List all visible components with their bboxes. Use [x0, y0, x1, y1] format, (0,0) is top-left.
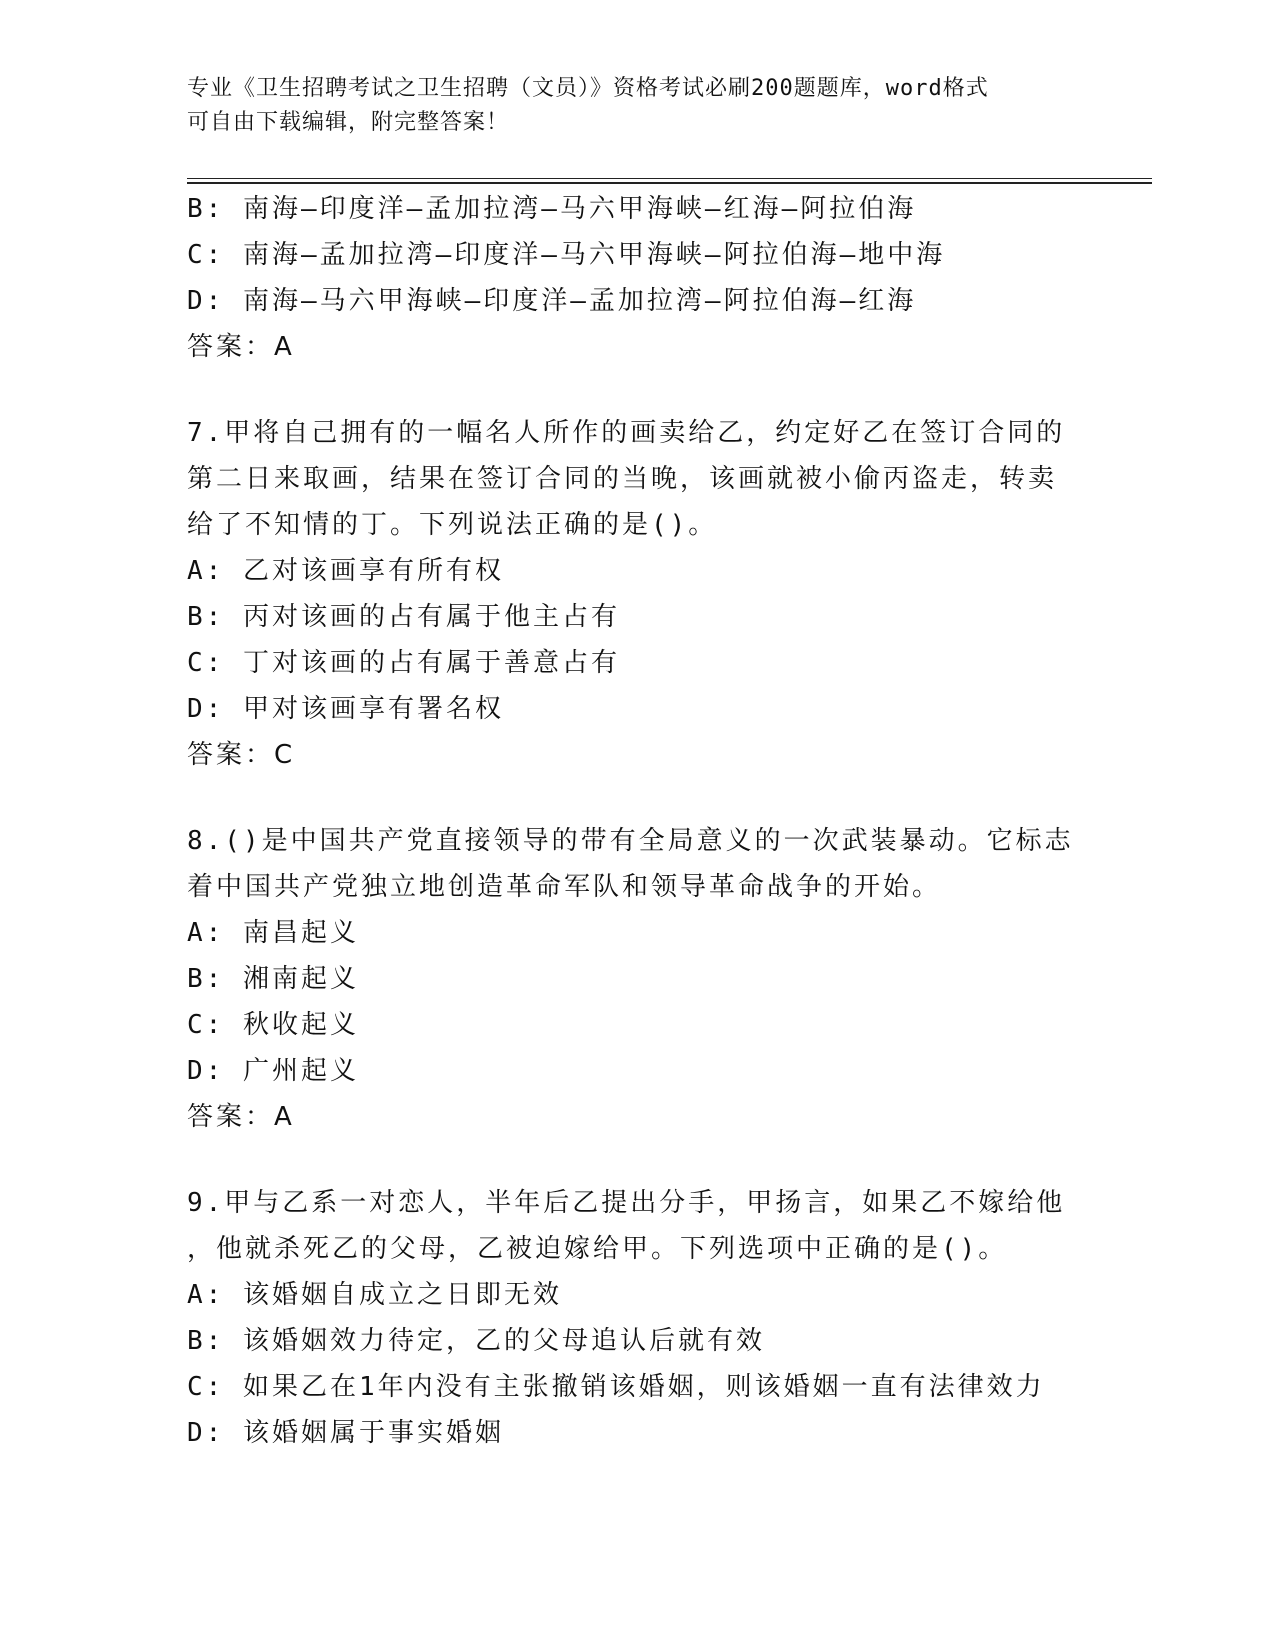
option-c: C: 如果乙在1年内没有主张撤销该婚姻，则该婚姻一直有法律效力: [187, 1372, 1045, 1402]
question-8: [187, 818, 1074, 1140]
spacer: [187, 778, 1067, 818]
option-d: D: 甲对该画享有署名权: [187, 694, 504, 724]
answer-line: 答案：A: [187, 1102, 295, 1132]
question-stem-line: 8.()是中国共产党直接领导的带有全局意义的一次武装暴动。它标志: [187, 826, 1074, 856]
question-7: [187, 410, 1067, 778]
option-c: C: 丁对该画的占有属于善意占有: [187, 648, 620, 678]
question-6-tail: [187, 186, 1067, 370]
question-stem-line: 7.甲将自己拥有的一幅名人所作的画卖给乙，约定好乙在签订合同的: [187, 418, 1066, 448]
option-b: B: 丙对该画的占有属于他主占有: [187, 602, 620, 632]
option-d: D: 南海—马六甲海峡—印度洋—孟加拉湾—阿拉伯海—红海: [187, 286, 917, 316]
option-c: C: 南海—孟加拉湾—印度洋—马六甲海峡—阿拉伯海—地中海: [187, 240, 946, 270]
header-rule-thick: [187, 182, 1152, 184]
header-line-1: 专业《卫生招聘考试之卫生招聘（文员）》资格考试必刷200题题库，word格式: [187, 76, 989, 101]
question-stem-line: 着中国共产党独立地创造革命军队和领导革命战争的开始。: [187, 872, 942, 902]
answer-line: 答案：C: [187, 740, 296, 770]
option-d: D: 该婚姻属于事实婚姻: [187, 1418, 504, 1448]
option-a: A: 乙对该画享有所有权: [187, 556, 504, 586]
option-a: A: 南昌起义: [187, 918, 359, 948]
spacer: [187, 370, 1067, 410]
question-stem-line: 第二日来取画，结果在签订合同的当晚，该画就被小偷丙盗走，转卖: [187, 464, 1058, 494]
option-a: A: 该婚姻自成立之日即无效: [187, 1280, 562, 1310]
question-stem-line: 给了不知情的丁。下列说法正确的是()。: [187, 510, 718, 540]
option-d: D: 广州起义: [187, 1056, 359, 1086]
question-list: [187, 186, 1074, 1456]
document-header: [187, 72, 1087, 140]
question-9: [187, 1180, 1067, 1456]
option-b: B: 该婚姻效力待定，乙的父母追认后就有效: [187, 1326, 765, 1356]
option-c: C: 秋收起义: [187, 1010, 359, 1040]
header-rule-thin: [187, 178, 1152, 179]
header-line-2: 可自由下载编辑，附完整答案！: [187, 110, 510, 135]
option-b: B: 湘南起义: [187, 964, 359, 994]
question-stem-line: ，他就杀死乙的父母，乙被迫嫁给甲。下列选项中正确的是()。: [187, 1234, 1008, 1264]
option-b: B: 南海—印度洋—孟加拉湾—马六甲海峡—红海—阿拉伯海: [187, 194, 917, 224]
answer-line: 答案：A: [187, 332, 295, 362]
question-stem-line: 9.甲与乙系一对恋人，半年后乙提出分手，甲扬言，如果乙不嫁给他: [187, 1188, 1066, 1218]
spacer: [187, 1140, 1067, 1180]
